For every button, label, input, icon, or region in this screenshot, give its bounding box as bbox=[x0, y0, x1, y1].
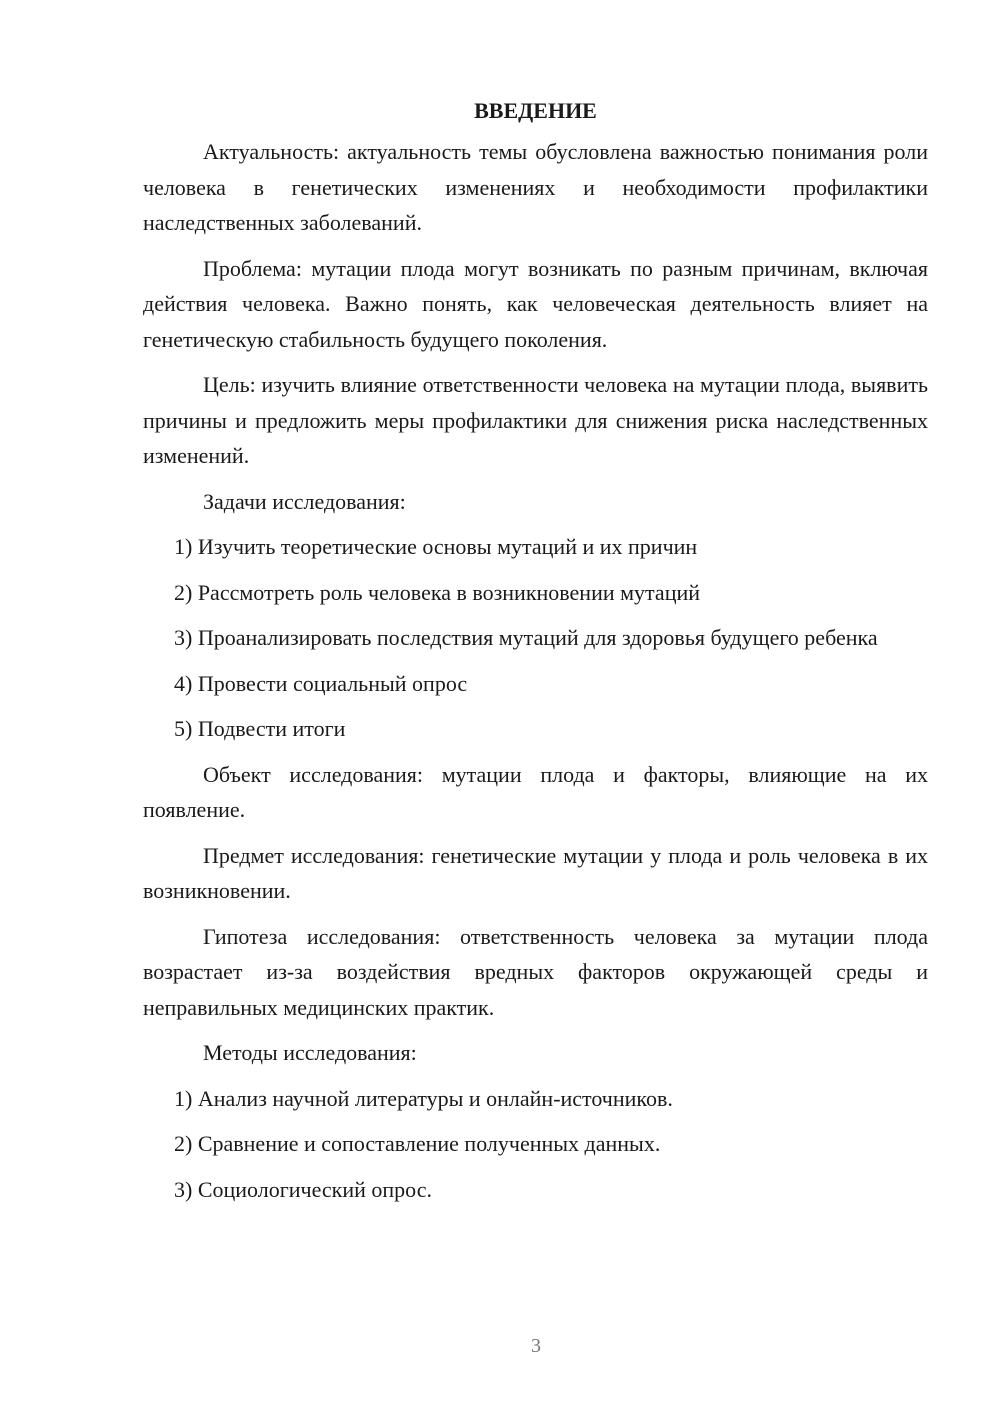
tasks-heading: Задачи исследования: bbox=[203, 488, 406, 514]
task-item: 2) Рассмотреть роль человека в возникновении мутаций bbox=[174, 579, 701, 605]
relevance-paragraph: Актуальность: актуальность темы обусловлена важностью понимания роли человека в генетических изменениях и необходимости профилактики наследственных заболеваний. bbox=[143, 139, 928, 235]
method-item: 3) Социологический опрос. bbox=[174, 1176, 432, 1202]
hypothesis-paragraph: Гипотеза исследования: ответственность человека за мутации плода возрастает из-за воздействия вредных факторов окружающей среды и неправильных медицинских практик. bbox=[143, 923, 928, 1020]
page-content bbox=[143, 93, 928, 1217]
methods-heading: Методы исследования: bbox=[203, 1040, 417, 1065]
task-item: 3) Проанализировать последствия мутаций для здоровья будущего ребенка bbox=[174, 625, 878, 650]
problem-paragraph: Проблема: мутации плода могут возникать по разным причинам, включая действия человека. Важно понять, как человеческая деятельность влияет на генетическую стабильность будущего поколения. bbox=[143, 255, 928, 352]
task-item: 4) Провести социальный опрос bbox=[174, 670, 468, 696]
page-title: ВВЕДЕНИЕ bbox=[474, 98, 597, 123]
task-item: 5) Подвести итоги bbox=[174, 716, 346, 741]
page-number: 3 bbox=[531, 1335, 541, 1357]
tasks-list bbox=[143, 529, 928, 747]
goal-paragraph: Цель: изучить влияние ответственности человека на мутации плода, выявить причины и предложить меры профилактики для снижения риска наследственных изменений. bbox=[143, 372, 928, 468]
method-item: 1) Анализ научной литературы и онлайн-источников. bbox=[174, 1085, 673, 1111]
task-item: 1) Изучить теоретические основы мутаций и их причин bbox=[174, 534, 698, 559]
methods-list bbox=[143, 1081, 928, 1208]
object-paragraph: Объект исследования: мутации плода и факторы, влияющие на их появление. bbox=[143, 761, 928, 822]
subject-paragraph: Предмет исследования: генетические мутации у плода и роль человека в их возникновении. bbox=[143, 842, 928, 903]
method-item: 2) Сравнение и сопоставление полученных данных. bbox=[174, 1131, 661, 1156]
